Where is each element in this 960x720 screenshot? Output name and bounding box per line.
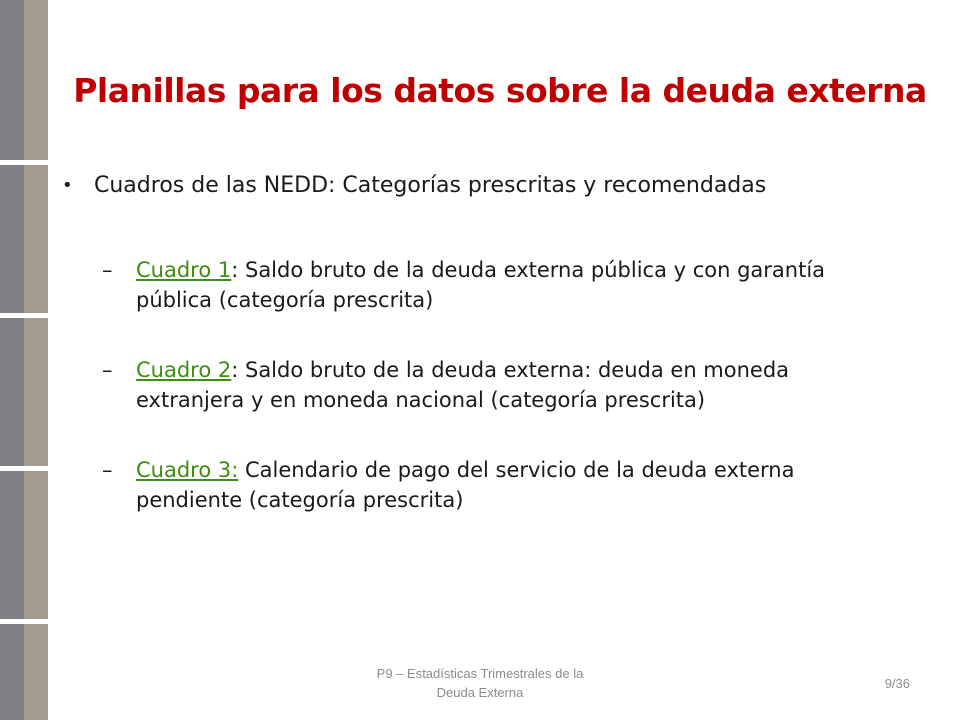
cuadro-2-link[interactable]: Cuadro 2 — [136, 358, 232, 382]
left-band-dark — [0, 0, 24, 720]
sub-item-text: Calendario de pago del servicio de la deuda externa pendiente (categoría prescrita) — [136, 458, 795, 512]
cuadro-1-link[interactable]: Cuadro 1 — [136, 258, 232, 282]
slide-content — [60, 170, 890, 515]
left-band-light — [24, 0, 48, 720]
bullet-text: Cuadros de las NEDD: Categorías prescritas y recomendadas — [94, 173, 767, 198]
band-separator — [0, 619, 48, 624]
sub-item-cuadro-3 — [60, 455, 890, 515]
slide-title: Planillas para los datos sobre la deuda externa — [73, 71, 927, 110]
dash-marker: – — [102, 358, 113, 382]
bullet-item — [60, 170, 890, 201]
footer-line-1: P9 – Estadísticas Trimestrales de la — [376, 666, 584, 681]
band-separator — [0, 313, 48, 318]
page-number: 9/36 — [884, 676, 910, 691]
sub-item-cuadro-2 — [60, 355, 890, 415]
bullet-marker: • — [62, 175, 73, 196]
dash-marker: – — [102, 258, 113, 282]
footer-line-2: Deuda Externa — [436, 685, 524, 700]
footer-title — [330, 664, 630, 702]
band-separator — [0, 160, 48, 165]
sub-item-cuadro-1 — [60, 255, 890, 315]
band-separator — [0, 466, 48, 471]
cuadro-3-link[interactable]: Cuadro 3: — [136, 458, 239, 482]
dash-marker: – — [102, 458, 113, 482]
sub-item-text: : Saldo bruto de la deuda externa: deuda en moneda extranjera y en moneda nacional (categoría prescrita) — [136, 358, 790, 412]
sub-item-text: : Saldo bruto de la deuda externa pública y con garantía pública (categoría prescrita) — [136, 258, 826, 312]
